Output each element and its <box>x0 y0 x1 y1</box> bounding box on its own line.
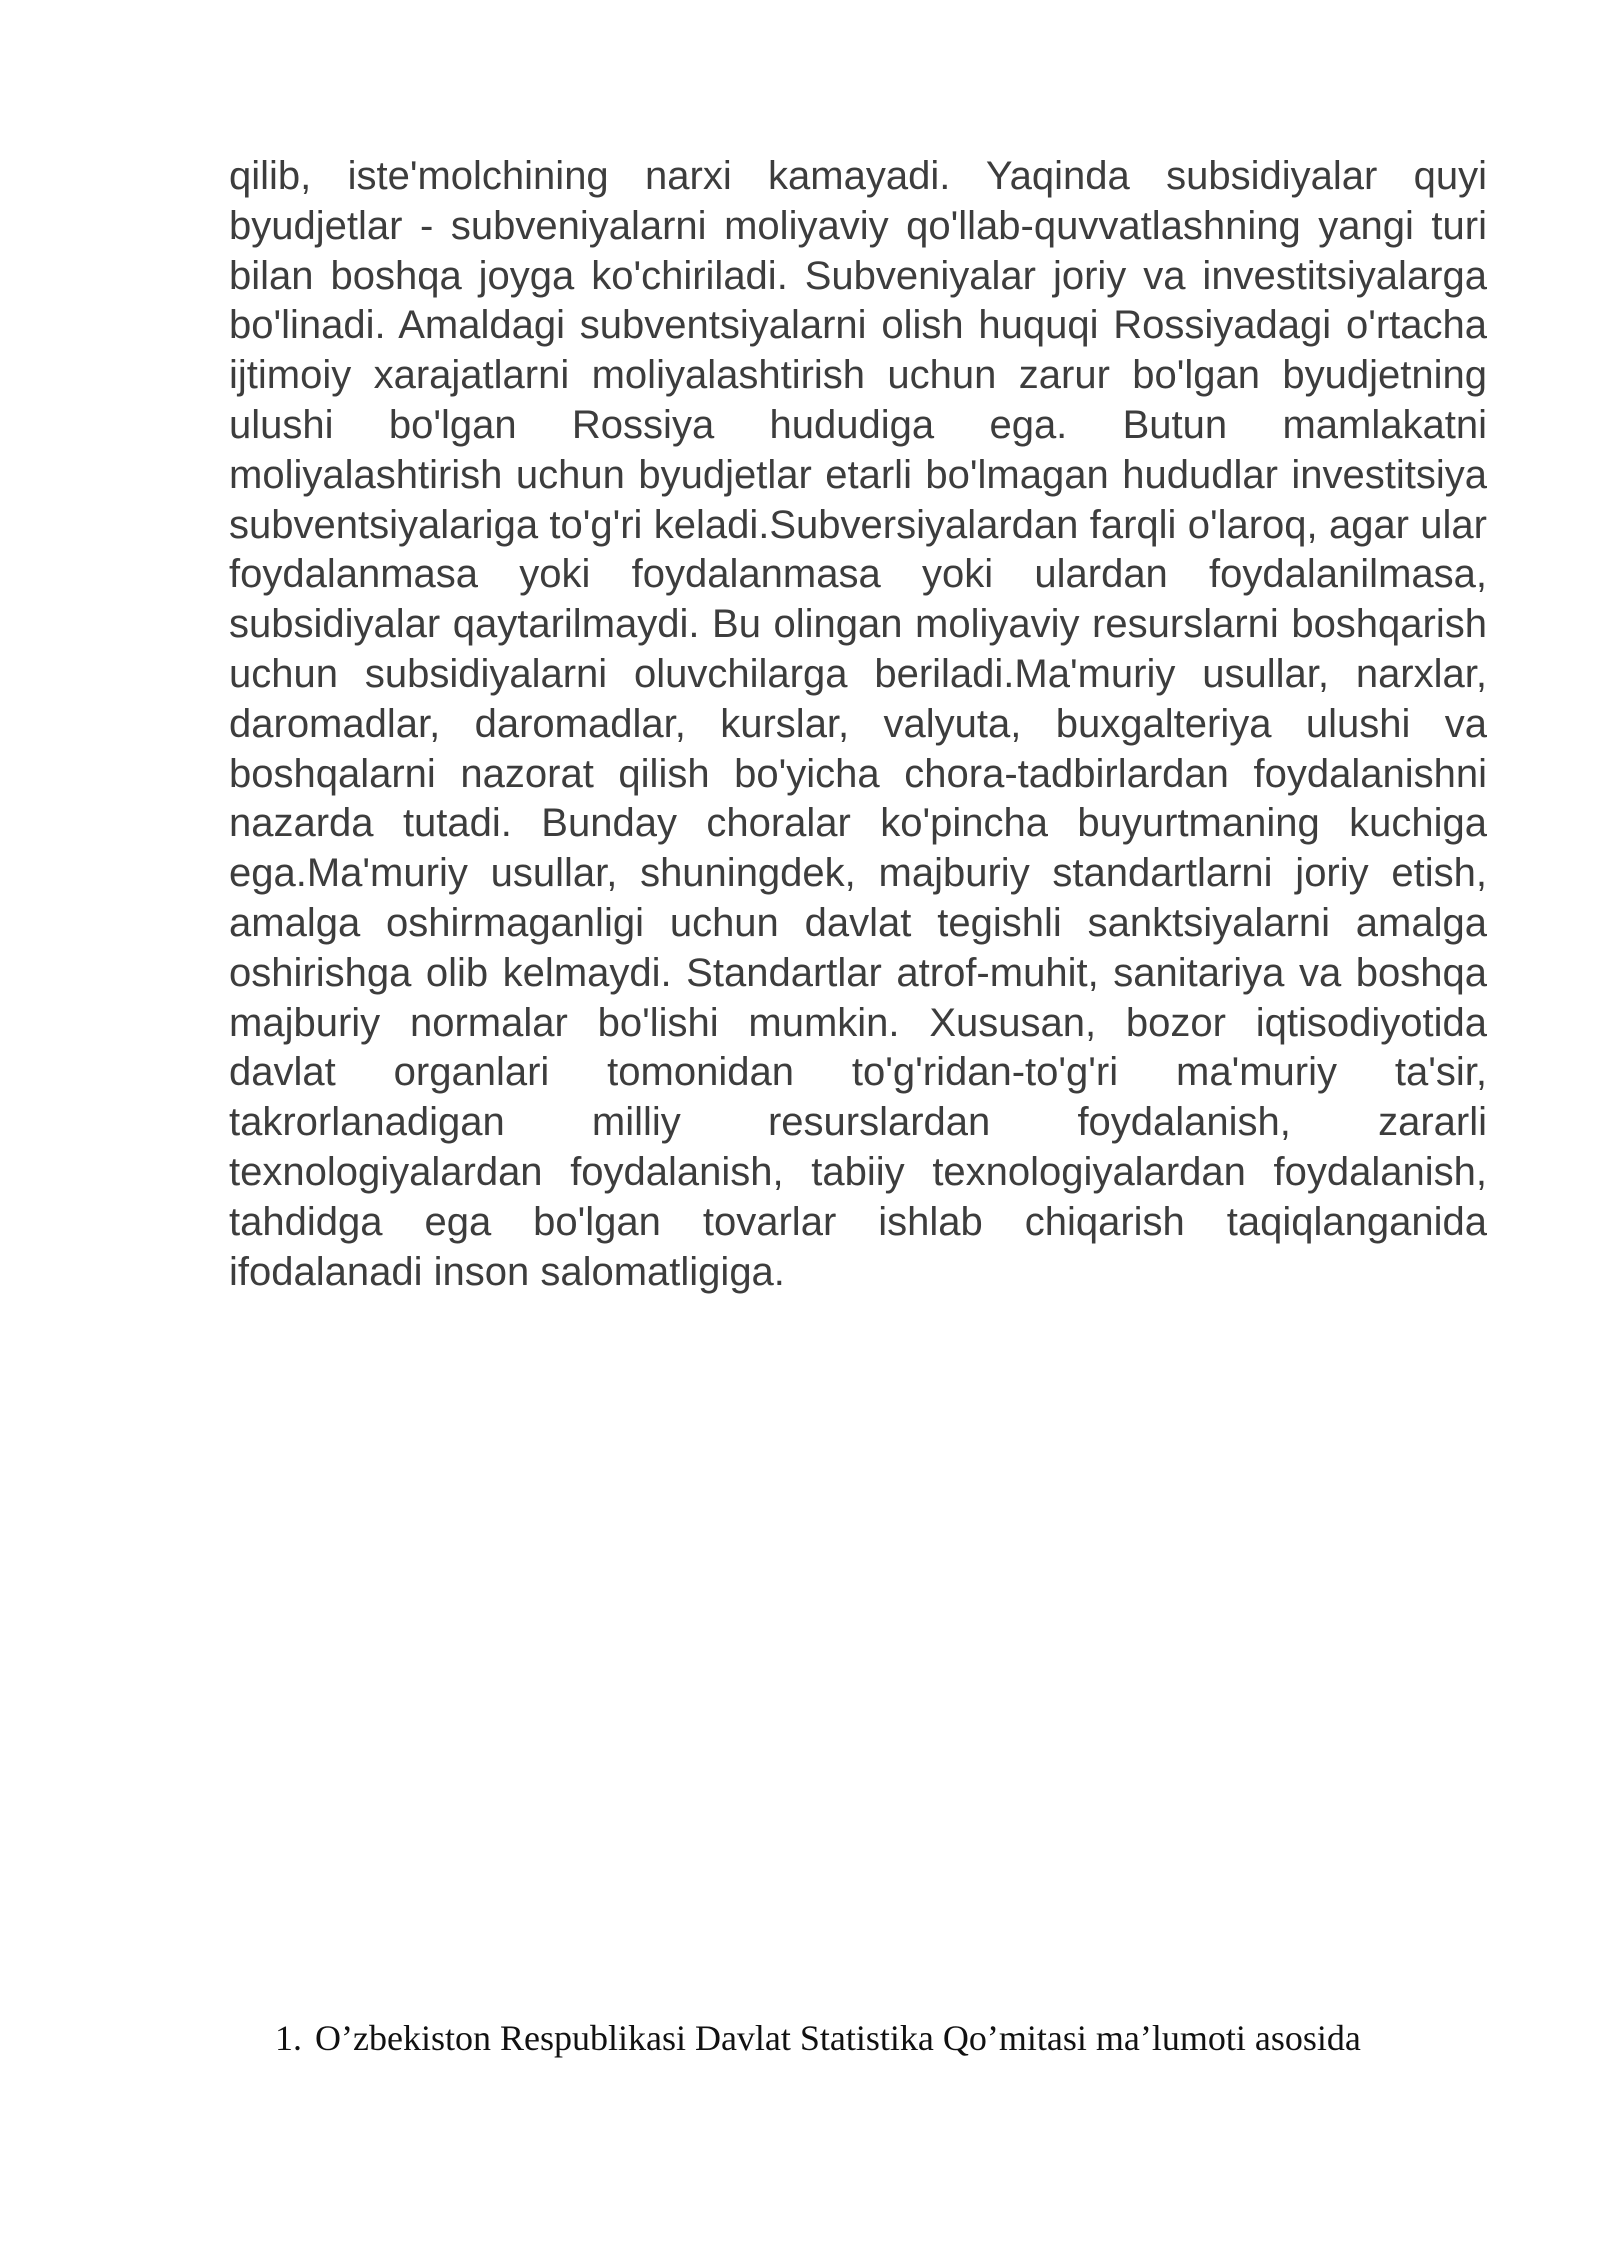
footnote-text: O’zbekiston Respublikasi Davlat Statistika Qo’mitasi ma’lumoti asosida <box>315 2018 1361 2058</box>
body-paragraph: qilib, iste'molchining narxi kamayadi. Yaqinda subsidiyalar quyi byudjetlar - subveniyalarni moliyaviy qo'llab-quvvatlashning yangi turi bilan boshqa joyga ko'chiriladi. Subveniyalar joriy va investitsiyalarga bo'linadi. Amaldagi subventsiyalarni olish huquqi Rossiyadagi o'rtacha ijtimoiy xarajatlarni moliyalashtirish uchun zarur bo'lgan byudjetning ulushi bo'lgan Rossiya hududiga ega. Butun mamlakatni moliyalashtirish uchun byudjetlar etarli bo'lmagan hududlar investitsiya subventsiyalariga to'g'ri keladi.Subversiyalardan farqli o'laroq, agar ular foydalanmasa yoki foydalanmasa yoki ulardan foydalanilmasa, subsidiyalar qaytarilmaydi. Bu olingan moliyaviy resurslarni boshqarish uchun subsidiyalarni oluvchilarga beriladi.Ma'muriy usullar, narxlar, daromadlar, daromadlar, kurslar, valyuta, buxgalteriya ulushi va boshqalarni nazorat qilish bo'yicha chora-tadbirlardan foydalanishni nazarda tutadi. Bunday choralar ko'pincha buyurtmaning kuchiga ega.Ma'muriy usullar, shuningdek, majburiy standartlarni joriy etish, amalga oshirmaganligi uchun davlat tegishli sanktsiyalarni amalga oshirishga olib kelmaydi. Standartlar atrof-muhit, sanitariya va boshqa majburiy normalar bo'lishi mumkin. Xususan, bozor iqtisodiyotida davlat organlari tomonidan to'g'ridan-to'g'ri ma'muriy ta'sir, takrorlanadigan milliy resurslardan foydalanish, zararli texnologiyalardan foydalanish, tabiiy texnologiyalardan foydalanish, tahdidga ega bo'lgan tovarlar ishlab chiqarish taqiqlanganida ifodalanadi inson salomatligiga. <box>229 154 1487 1294</box>
footnote-item <box>275 2016 1525 2060</box>
footnote-list <box>275 2016 1525 2060</box>
footnote-number: 1. <box>275 2018 302 2058</box>
